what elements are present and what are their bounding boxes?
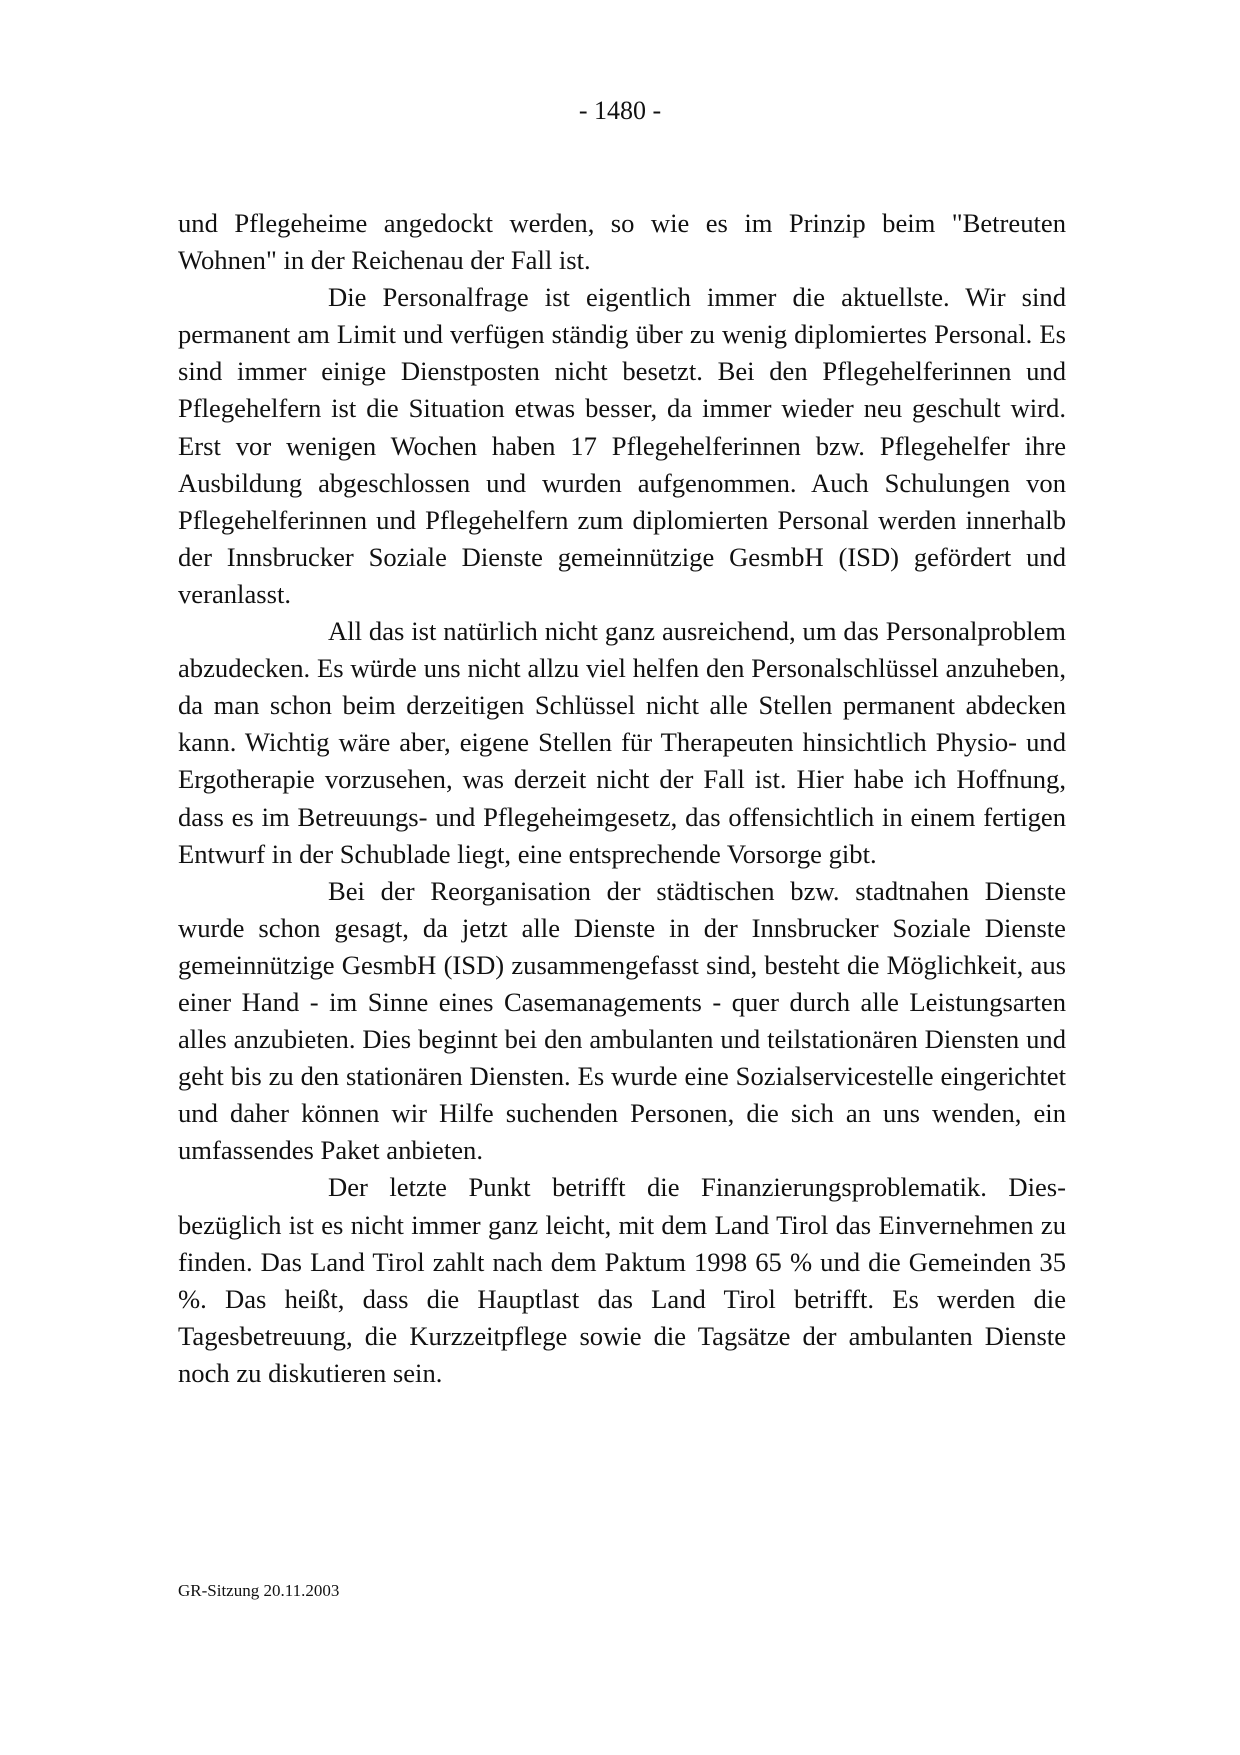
paragraph: Der letzte Punkt betrifft die Finanzierungsproblematik. Diesbezüglich ist es nicht immer ganz leicht, mit dem Land Tirol das Einvernehmen zu finden. Das Land Tirol zahlt nach dem Paktum 1998 65 % und die Gemeinden 35 %. Das heißt, dass die Hauptlast das Land Tirol betrifft. Es werden die Tagesbetreuung, die Kurzzeitpflege sowie die Tagsätze der ambulanten Dienste noch zu diskutieren sein. [178, 1172, 1066, 1388]
page-number: - 1480 - [578, 96, 662, 125]
paragraph: All das ist natürlich nicht ganz ausreichend, um das Personalproblem abzudecken. Es würde uns nicht allzu viel helfen den Personalschlüssel anzuheben, da man schon beim derzeitigen Schlüssel nicht alle Stellen permanent abdecken kann. Wichtig wäre aber, eigene Stellen für Therapeuten hinsichtlich Physio- und Ergotherapie vorzusehen, was derzeit nicht der Fall ist. Hier habe ich Hoffnung, dass es im Betreuungs- und Pflegeheimgesetz, das offensichtlich in einem fertigen Entwurf in der Schublade liegt, eine entsprechende Vorsorge gibt. [178, 616, 1066, 869]
document-body [178, 205, 1066, 1392]
paragraph: und Pflegeheime angedockt werden, so wie es im Prinzip beim "Betreuten Wohnen" in der Reichenau der Fall ist. [178, 208, 1066, 276]
paragraph: Die Personalfrage ist eigentlich immer die aktuellste. Wir sind permanent am Limit und verfügen ständig über zu wenig diplomiertes Personal. Es sind immer einige Dienstposten nicht besetzt. Bei den Pflegehelferinnen und Pflegehelfern ist die Situation etwas besser, da immer wieder neu geschult wird. Erst vor wenigen Wochen haben 17 Pflegehelferinnen bzw. Pflegehelfer ihre Ausbildung abgeschlossen und wurden aufgenommen. Auch Schulungen von Pflegehelferinnen und Pflegehelfern zum diplomierten Personal werden innerhalb der Innsbrucker Soziale Dienste gemeinnützige GesmbH (ISD) gefördert und veranlasst. [178, 282, 1066, 609]
paragraph: Bei der Reorganisation der städtischen bzw. stadtnahen Dienste wurde schon gesagt, da jetzt alle Dienste in der Innsbrucker Soziale Dienste gemeinnützige GesmbH (ISD) zusammengefasst sind, besteht die Möglichkeit, aus einer Hand - im Sinne eines Casemanagements - quer durch alle Leistungsarten alles anzubieten. Dies beginnt bei den ambulanten und teilstationären Diensten und geht bis zu den stationären Diensten. Es wurde eine Sozialservicestelle eingerichtet und daher können wir Hilfe suchenden Personen, die sich an uns wenden, ein umfassendes Paket anbieten. [178, 875, 1066, 1166]
footer-session-label: GR-Sitzung 20.11.2003 [178, 1581, 340, 1600]
